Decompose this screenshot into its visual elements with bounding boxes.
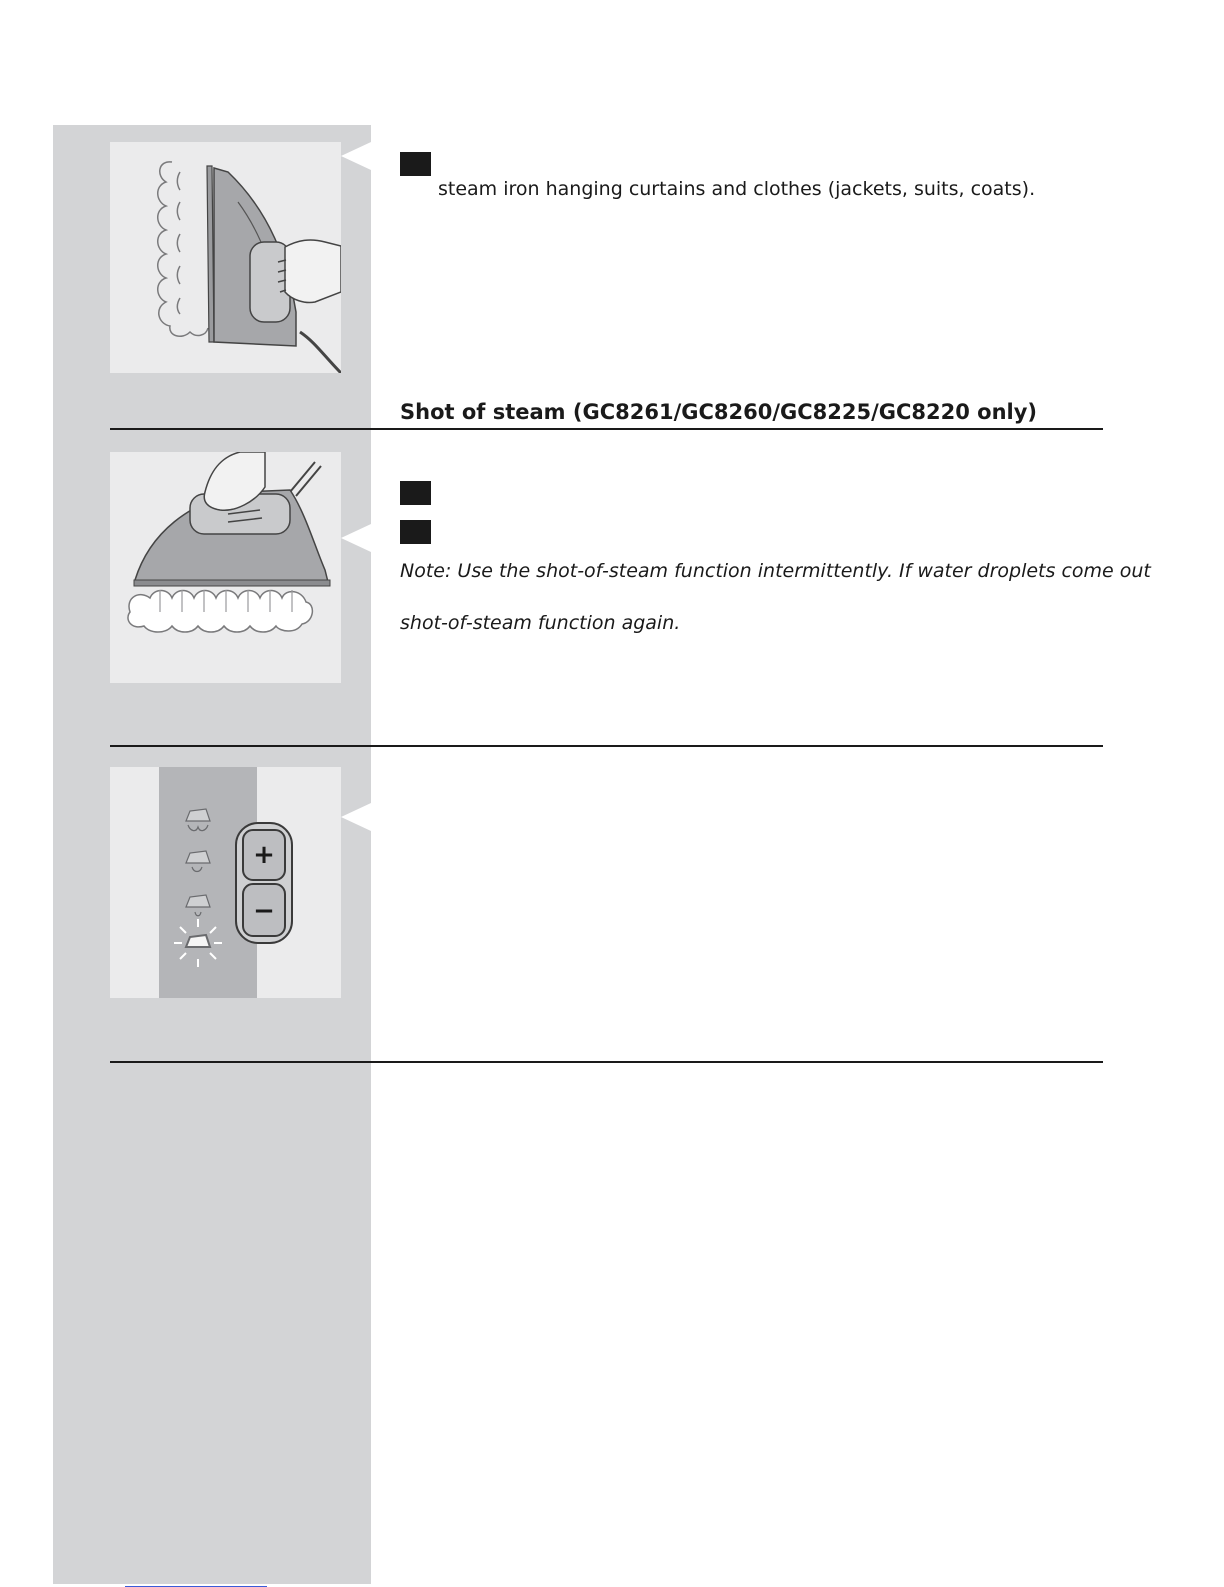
section-heading: Shot of steam (GC8261/GC8260/GC8225/GC8220 only)	[400, 400, 1038, 424]
step-marker	[400, 152, 431, 176]
panel-pointer	[341, 142, 371, 170]
shot-of-steam-illustration	[110, 452, 341, 683]
section-divider	[110, 428, 1103, 430]
section-divider	[110, 1061, 1103, 1063]
panel-pointer	[341, 524, 371, 552]
hand-icon	[285, 240, 341, 303]
step-marker	[400, 520, 431, 544]
power-cord-icon	[290, 462, 321, 496]
panel-pointer	[341, 803, 371, 831]
steam-cloud-icon	[158, 162, 208, 336]
note-text-line1: Note: Use the shot-of-steam function intermittently. If water droplets come out	[400, 560, 1151, 582]
vertical-steam-text: steam iron hanging curtains and clothes (jackets, suits, coats).	[438, 178, 1036, 200]
steam-level-high-icon	[186, 809, 210, 831]
section-divider	[110, 745, 1103, 747]
power-cord-icon	[300, 332, 341, 373]
steam-control-illustration	[110, 767, 341, 998]
step-marker	[400, 481, 431, 505]
plus-label: +	[253, 840, 275, 870]
iron-soleplate-icon	[207, 166, 214, 342]
note-text-line2: shot-of-steam function again.	[400, 612, 681, 634]
vertical-steam-illustration	[110, 142, 341, 373]
minus-label: −	[253, 896, 275, 926]
steam-cloud-icon	[128, 591, 312, 633]
